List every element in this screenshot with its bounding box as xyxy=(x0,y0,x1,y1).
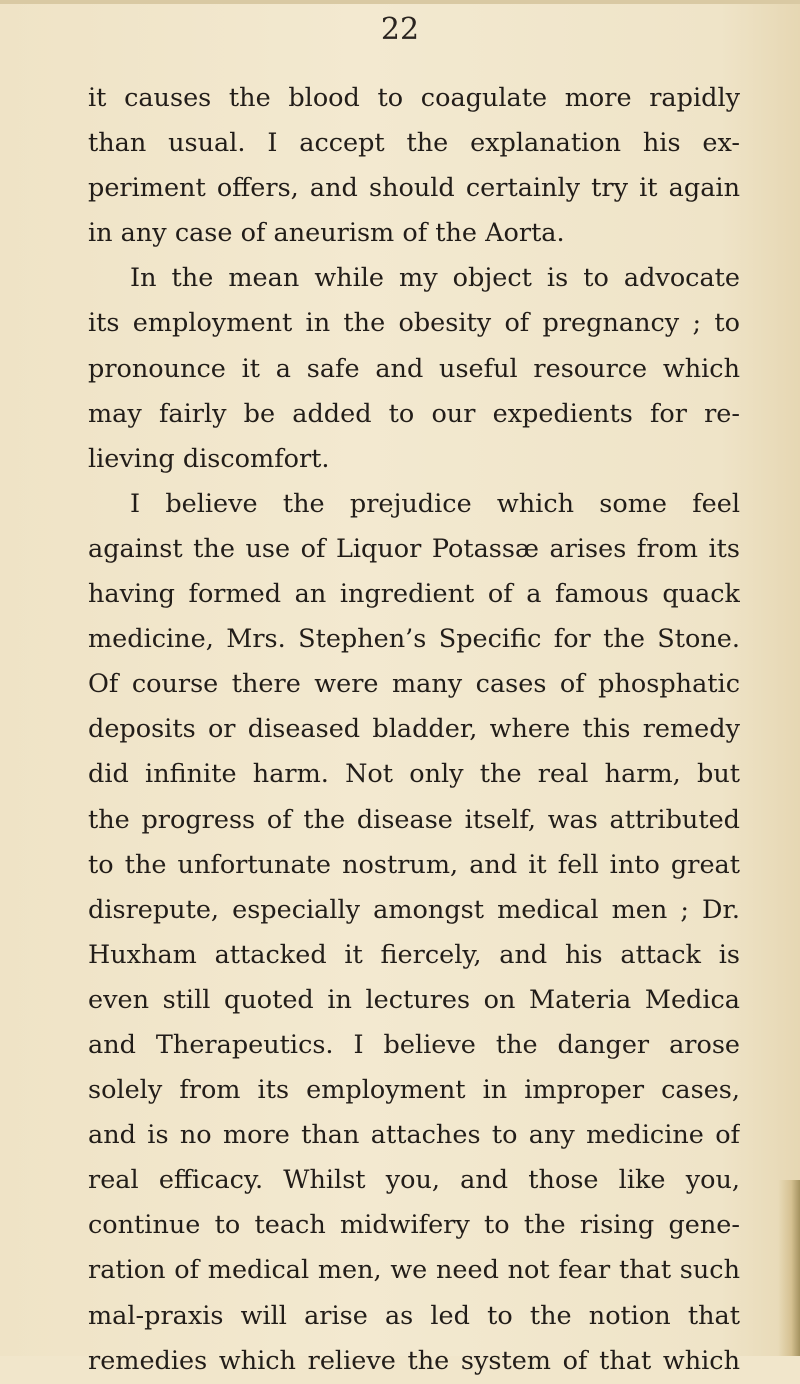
paragraph-start-line: I believe the prejudice which some feel xyxy=(130,488,740,519)
text-line: it causes the blood to coagulate more rapidly xyxy=(88,83,740,113)
text-line: and Therapeutics. I believe the danger arose xyxy=(88,1029,740,1060)
text-line: remedies which relieve the system of that which xyxy=(88,1345,740,1376)
page-number: 22 xyxy=(380,12,420,47)
text-line: medicine, Mrs. Stephen’s Specific for the Stone. xyxy=(88,624,740,655)
text-line: having formed an ingredient of a famous quack xyxy=(88,579,740,610)
text-line: deposits or diseased bladder, where this remedy xyxy=(88,714,740,745)
text-line: ration of medical men, we need not fear that such xyxy=(88,1255,740,1286)
text-line: periment offers, and should certainly try it again xyxy=(88,173,740,204)
page-top-edge xyxy=(0,0,800,4)
body-text xyxy=(88,76,740,1384)
text-line: pronounce it a safe and useful resource which xyxy=(88,353,740,384)
text-line: even still quoted in lectures on Materia Medica xyxy=(88,984,740,1015)
text-line: solely from its employment in improper cases, xyxy=(88,1075,740,1106)
text-line: in any case of aneurism of the Aorta. xyxy=(88,218,565,249)
text-line: its employment in the obesity of pregnancy ; to xyxy=(88,308,740,339)
text-line: Huxham attacked it fiercely, and his attack is xyxy=(88,939,740,970)
text-line: continue to teach midwifery to the rising gene- xyxy=(88,1210,740,1241)
text-line: may fairly be added to our expedients for re- xyxy=(88,398,740,429)
text-line: the progress of the disease itself, was attributed xyxy=(88,804,740,835)
text-line: lieving discomfort. xyxy=(88,443,330,474)
text-line: mal-praxis will arise as led to the notion that xyxy=(88,1300,740,1331)
paragraph-start-line: In the mean while my object is to advocate xyxy=(130,263,740,294)
text-line: to the unfortunate nostrum, and it fell into great xyxy=(88,849,740,880)
text-line: and is no more than attaches to any medicine of xyxy=(88,1120,740,1151)
text-line: did infinite harm. Not only the real harm, but xyxy=(88,759,740,790)
page-edge-stain xyxy=(778,1180,800,1356)
text-line: real efficacy. Whilst you, and those like you, xyxy=(88,1165,740,1196)
text-line: Of course there were many cases of phosphatic xyxy=(88,669,740,700)
text-line: against the use of Liquor Potassæ arises from its xyxy=(88,533,740,564)
text-line: than usual. I accept the explanation his ex- xyxy=(88,128,740,159)
text-line: disrepute, especially amongst medical men ; Dr. xyxy=(88,894,740,925)
